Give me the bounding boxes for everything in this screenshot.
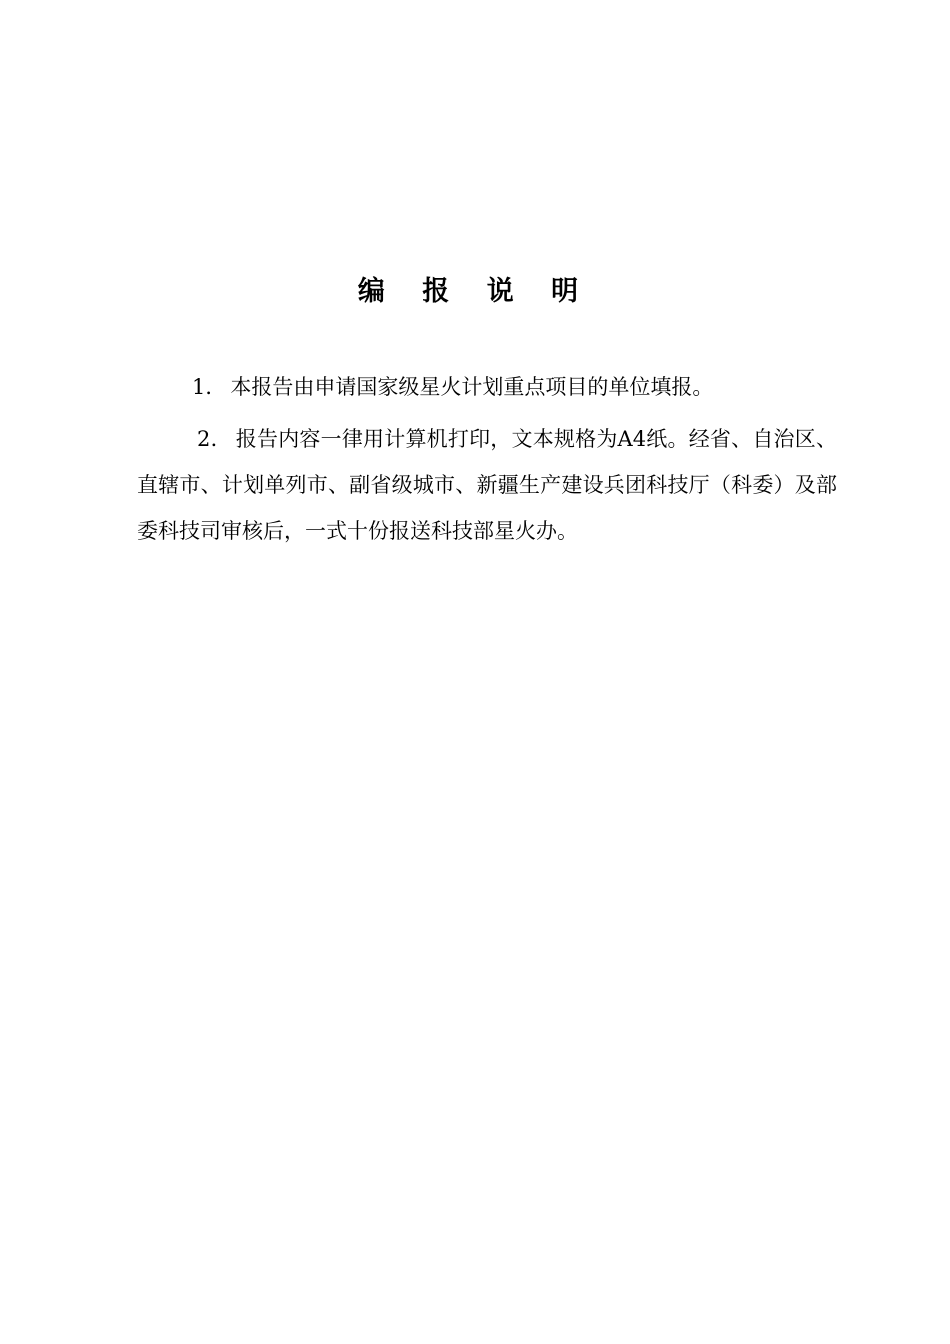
instruction-item-2 <box>137 416 837 554</box>
item-number: 2． <box>197 427 232 451</box>
instruction-item-1 <box>137 364 837 410</box>
item-text: 本报告由申请国家级星火计划重点项目的单位填报。 <box>230 375 714 399</box>
item-number: 1． <box>192 375 227 399</box>
instructions-body <box>137 364 837 554</box>
document-title: 编 报 说 明 <box>357 276 593 307</box>
item-text: 报告内容一律用计算机打印，文本规格为A4纸。经省、自治区、直辖市、计划单列市、副省级城市、新疆生产建设兵团科技厅（科委）及部委科技司审核后，一式十份报送科技部星火办。 <box>137 427 837 543</box>
